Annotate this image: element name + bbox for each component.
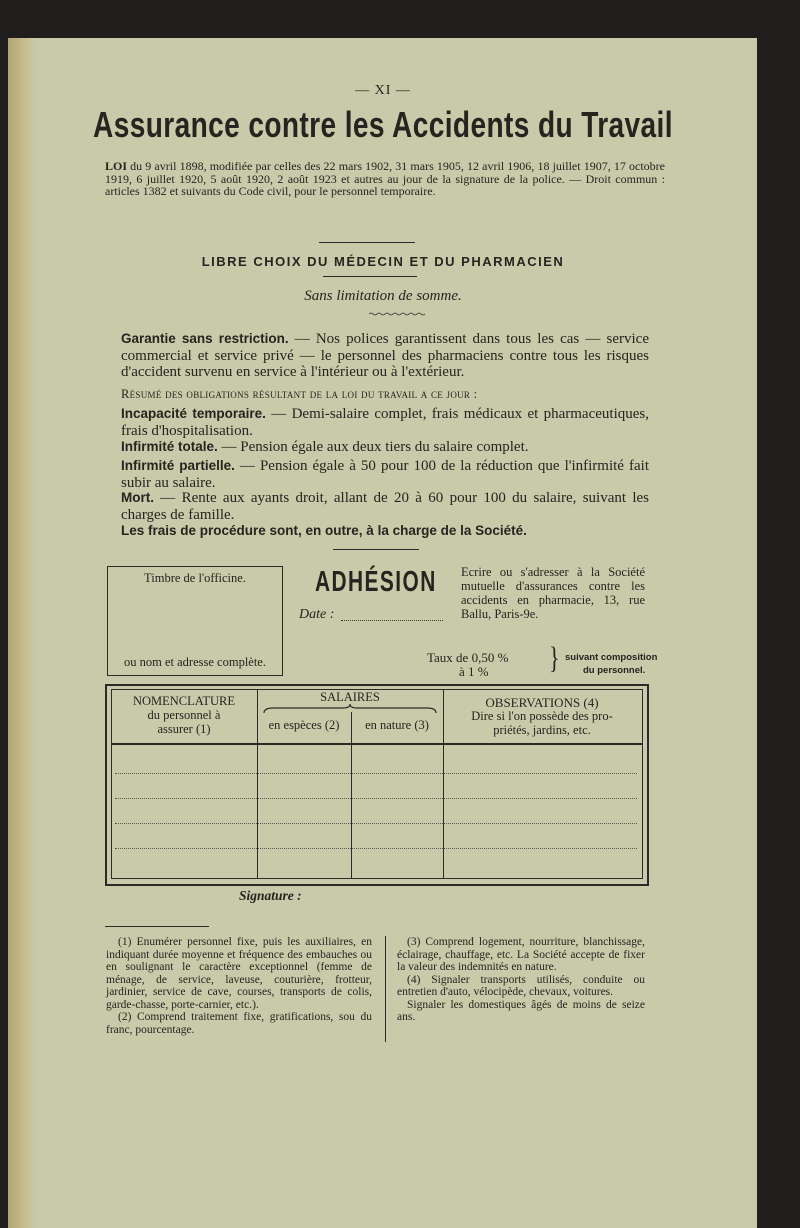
col-observations-sub: priétés, jardins, etc. — [493, 723, 591, 737]
footnote: (3) Comprend logement, nourriture, blanchissage, éclairage, chauffage, etc. La Société accepte de fixer la valeur des indemnités en nature. — [397, 936, 645, 973]
choice-subheading: Sans limitation de somme. — [304, 288, 462, 304]
col-especes: en espèces (2) — [268, 718, 340, 732]
summary-item-text: — Rente aux ayants droit, allant de 20 à 60 pour 100 du salaire, suivant les charges de famille. — [121, 490, 649, 523]
col-observations-title: OBSERVATIONS (4) — [485, 695, 599, 710]
summary-item-text: — Pension égale aux deux tiers du salaire complet. — [217, 439, 529, 455]
rate-line: Taux de 0,50 % — [427, 650, 509, 665]
page-binding — [9, 38, 37, 1228]
guarantee-paragraph — [121, 331, 649, 381]
header-rule — [111, 743, 642, 745]
wavy-ornament — [369, 312, 427, 316]
summary-item-text: — Pension égale à 50 pour 100 de la réduction que l'infirmité fait subir au salaire. — [121, 458, 649, 491]
signature-label: Signature : — [239, 888, 302, 903]
footnote: (4) Signaler transports utilisés, conduite ou entretien d'auto, vélocipède, chevaux, voitures. — [397, 973, 645, 998]
summary-item-label: Incapacité temporaire. — [121, 406, 266, 421]
date-label: Date : — [299, 607, 335, 622]
col-observations-sub: Dire si l'on possède des pro- — [471, 709, 613, 723]
summary-item-label: Mort. — [121, 490, 154, 505]
footnote: (2) Comprend traitement fixe, gratifications, sou du franc, pourcentage. — [106, 1011, 372, 1036]
footnote: Signaler les domestiques âgés de moins de seize ans. — [397, 998, 645, 1023]
document-page — [8, 38, 757, 1228]
column-divider — [351, 712, 352, 878]
table-row[interactable] — [115, 823, 637, 824]
table-row[interactable] — [115, 773, 637, 774]
summary-item — [121, 490, 649, 523]
footnote-divider — [385, 936, 386, 1042]
col-nomenclature-title: NOMENCLATURE — [132, 694, 236, 708]
summary-item — [121, 439, 649, 456]
table-row[interactable] — [115, 798, 637, 799]
page-title: Assurance contre les Accidents du Travail — [93, 104, 673, 145]
summary-item-label: Infirmité totale. — [121, 439, 218, 454]
stamp-label: Timbre de l'officine. — [144, 571, 246, 585]
stamp-address-label: ou nom et adresse complète. — [124, 655, 266, 669]
divider — [323, 276, 417, 277]
rate-line: à 1 % — [459, 664, 489, 679]
summary-footer: Les frais de procédure sont, en outre, à la charge de la Société. — [121, 523, 527, 538]
brace-icon: } — [549, 639, 560, 675]
footnote-rule — [105, 926, 209, 927]
salaires-brace-icon — [263, 704, 437, 714]
rate-note: suivant composition — [565, 652, 658, 663]
footnote: (1) Enumérer personnel fixe, puis les auxiliaires, en indiquant durée moyenne et fréquence des embauches ou en soulignant le caractère exceptionnel (femme de ménage, de service, laveuse, couturière, frotteur, jardinier, service de cave, courses, transports de colis, garde-chasse, porte-carnier, etc.). — [106, 936, 372, 1011]
date-field[interactable] — [341, 620, 443, 621]
guarantee-text: — Nos polices garantissent dans tous les cas — service commercial et service privé — le personnel des pharmaciens contre tous les risques d'accident survenu en service à l'intérieur ou à l'extérieur. — [121, 331, 649, 380]
table-row[interactable] — [115, 848, 637, 849]
stamp-box — [107, 566, 283, 676]
summary-heading: Résumé des obligations résultant de la loi du travail a ce jour : — [121, 387, 478, 401]
contact-text: Ecrire ou s'adresser à la Société mutuelle d'assurances contre les accidents en pharmacie, 13, rue Ballu, Paris-9e. — [461, 565, 645, 621]
divider — [319, 242, 415, 243]
staff-table — [105, 684, 649, 886]
divider — [333, 549, 419, 550]
choice-heading: LIBRE CHOIX DU MÉDECIN ET DU PHARMACIEN — [201, 254, 565, 269]
col-salaires-title: SALAIRES — [320, 690, 380, 704]
law-paragraph — [105, 160, 665, 198]
summary-item-text: — Demi-salaire complet, frais médicaux et pharmaceutiques, frais d'hospitalisation. — [121, 406, 649, 439]
summary-item — [121, 458, 649, 491]
footnote-right — [397, 936, 645, 1024]
rate-note: du personnel. — [583, 665, 646, 676]
adhesion-title: ADHÉSION — [315, 566, 437, 598]
summary-item-label: Infirmité partielle. — [121, 458, 235, 473]
col-nature: en nature (3) — [365, 718, 429, 732]
law-prefix: LOI — [105, 159, 128, 173]
col-nomenclature-sub: du personnel à — [147, 708, 221, 722]
col-nomenclature-sub: assurer (1) — [157, 722, 211, 736]
guarantee-label: Garantie sans restriction. — [121, 331, 289, 346]
summary-item — [121, 406, 649, 439]
page-number: — XI — — [355, 83, 411, 98]
law-text: du 9 avril 1898, modifiée par celles des 22 mars 1902, 31 mars 1905, 12 avril 1906, 18 juillet 1907, 17 octobre 1919, 6 juillet 1920, 5 août 1920, 2 août 1923 et autres au jour de la signature de la police. — Droit commun : articles 1382 et suivants du Code civil, pour le personnel temporaire. — [105, 159, 665, 198]
footnote-left — [106, 936, 372, 1036]
